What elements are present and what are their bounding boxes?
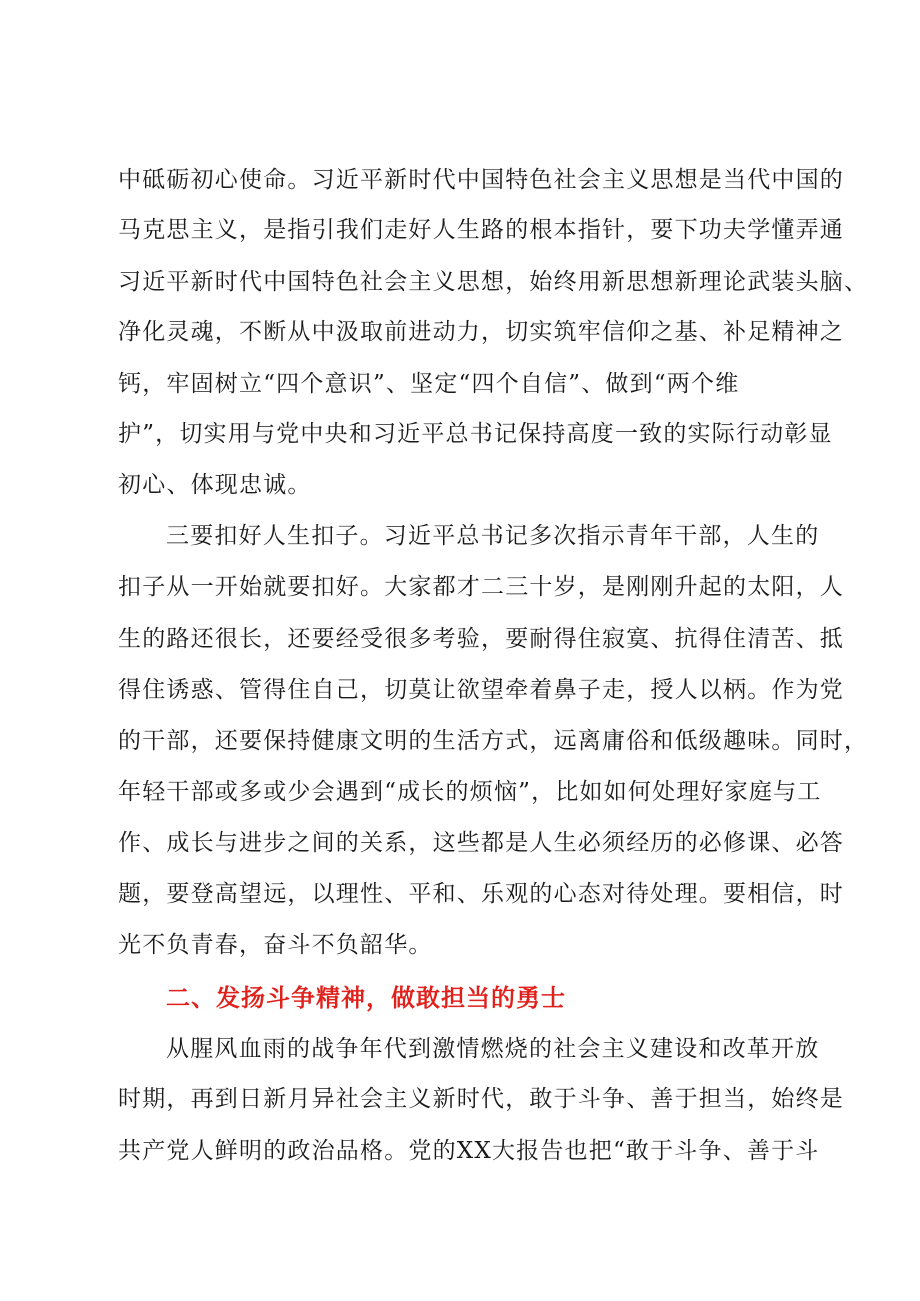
section-heading: 二、发扬斗争精神，做敢担当的勇士: [166, 984, 566, 1012]
paragraph-line: 扣子从一开始就要扣好。大家都才二三十岁，是刚刚升起的太阳，人: [118, 574, 844, 600]
paragraph-line: 马克思主义，是指引我们走好人生路的根本指针，要下功夫学懂弄通: [118, 217, 844, 243]
paragraph-line: 从腥风血雨的战争年代到激情燃烧的社会主义建设和改革开放: [166, 1036, 820, 1062]
paragraph-line: 钙，牢固树立“四个意识”、坚定“四个自信”、做到“两个维: [118, 371, 740, 397]
paragraph-line: 年轻干部或多或少会遇到“成长的烦恼”，比如如何处理好家庭与工: [118, 779, 822, 805]
paragraph-line: 习近平新时代中国特色社会主义思想，始终用新思想新理论武装头脑、: [118, 269, 869, 295]
paragraph-line: 护”，切实用与党中央和习近平总书记保持高度一致的实际行动彰显: [118, 421, 833, 447]
paragraph-line: 初心、体现忠诚。: [118, 472, 312, 498]
paragraph-line: 净化灵魂，不断从中汲取前进动力，切实筑牢信仰之基、补足精神之: [118, 319, 844, 345]
paragraph-line: 共产党人鲜明的政治品格。党的XX大报告也把“敢于斗争、善于斗: [118, 1138, 820, 1164]
paragraph-line: 中砥砺初心使命。习近平新时代中国特色社会主义思想是当代中国的: [118, 167, 844, 193]
paragraph-line: 三要扣好人生扣子。习近平总书记多次指示青年干部，人生的: [166, 523, 820, 549]
paragraph-line: 作、成长与进步之间的关系，这些都是人生必须经历的必修课、必答: [118, 830, 844, 856]
paragraph-line: 题，要登高望远，以理性、平和、乐观的心态对待处理。要相信，时: [118, 881, 844, 907]
paragraph-line: 的干部，还要保持健康文明的生活方式，远离庸俗和低级趣味。同时，: [118, 728, 869, 754]
paragraph-line: 得住诱惑、管得住自己，切莫让欲望牵着鼻子走，授人以柄。作为党: [118, 677, 844, 703]
paragraph-line: 光不负青春，奋斗不负韶华。: [118, 932, 433, 958]
paragraph-line: 时期，再到日新月异社会主义新时代，敢于斗争、善于担当，始终是: [118, 1086, 844, 1112]
paragraph-line: 生的路还很长，还要经受很多考验，要耐得住寂寞、抗得住清苦、抵: [118, 626, 844, 652]
